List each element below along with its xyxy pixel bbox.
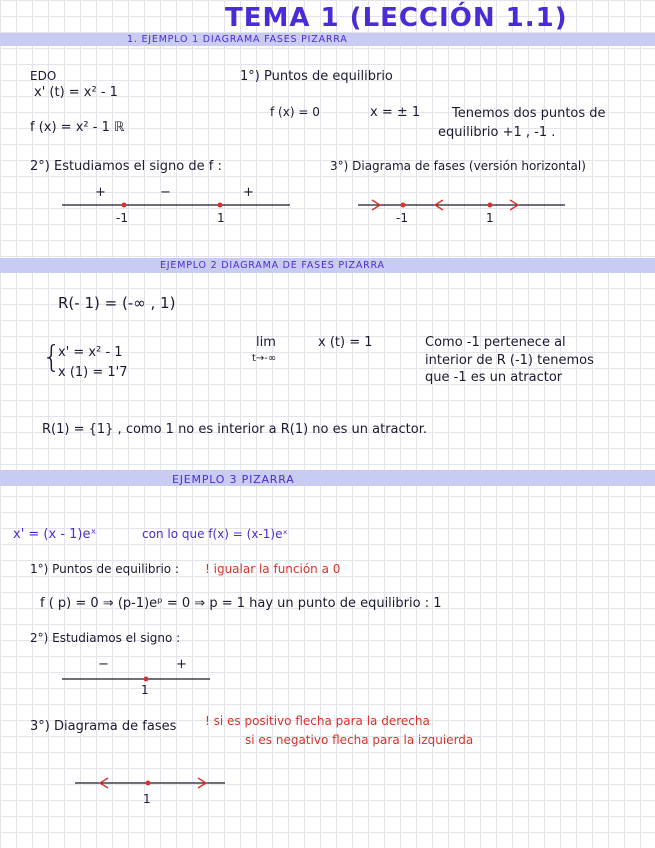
ex2-system-line1: x' = x² - 1 — [58, 345, 123, 360]
ex2-basin-neg1: R(- 1) = (-∞ , 1) — [58, 294, 176, 312]
ex3-sign-plus: + — [176, 657, 187, 672]
ex2-basin-1: R(1) = {1} , como 1 no es interior a R(1) no es un atractor. — [42, 422, 428, 437]
ex3-phase-point-1 — [146, 781, 151, 786]
ex3-note-line2: si es negativo flecha para la izquierda — [245, 733, 474, 747]
example1-header: 1. EJEMPLO 1 DIAGRAMA FASES PIZARRA — [127, 34, 348, 45]
ex1-sign-point-neg1 — [122, 203, 127, 208]
ex3-step2-title: 2°) Estudiamos el signo : — [30, 631, 181, 645]
ex1-step1-note-line1: Tenemos dos puntos de — [452, 106, 606, 121]
ex1-step1-title: 1°) Puntos de equilibrio — [240, 69, 393, 84]
ex1-sign-tick-pos1: 1 — [217, 211, 225, 225]
ex3-step1-note: ! igualar la función a 0 — [205, 562, 341, 576]
ex3-function: con lo que f(x) = (x-1)eˣ — [142, 527, 288, 541]
ex2-note-line1: Como -1 pertenece al — [425, 335, 566, 350]
ex3-sign-tick-1: 1 — [141, 683, 149, 697]
example3-header: EJEMPLO 3 PIZARRA — [172, 473, 295, 486]
ex3-sign-point-1 — [144, 677, 149, 682]
ex1-step2-title: 2°) Estudiamos el signo de f : — [30, 159, 222, 174]
ex3-step3-title: 3°) Diagrama de fases — [30, 719, 177, 734]
ex2-note-line2: interior de R (-1) tenemos — [425, 353, 594, 368]
ex1-phase-tick-pos1: 1 — [486, 211, 494, 225]
ex3-equation: x' = (x - 1)eˣ — [13, 527, 97, 542]
example2-header: EJEMPLO 2 DIAGRAMA DE FASES PIZARRA — [160, 260, 385, 271]
ex1-sign-point-pos1 — [218, 203, 223, 208]
ex2-limit-subscript: t→-∞ — [252, 353, 277, 364]
ex2-note-line3: que -1 es un atractor — [425, 370, 563, 385]
ex2-system-line2: x (1) = 1'7 — [58, 365, 128, 380]
ex1-phase-point-pos1 — [488, 203, 493, 208]
ex1-sign-plus-right: + — [243, 185, 254, 200]
edo-equation: x' (t) = x² - 1 — [34, 85, 118, 100]
ex3-step1-calculation: f ( p) = 0 ⇒ (p-1)eᵖ = 0 ⇒ p = 1 hay un punto de equilibrio : 1 — [40, 596, 442, 611]
ex1-step1-solution: x = ± 1 — [370, 105, 421, 120]
ex3-note-line1: ! si es positivo flecha para la derecha — [205, 714, 430, 728]
ex3-phase-tick-1: 1 — [143, 792, 151, 806]
ex1-sign-tick-neg1: -1 — [116, 211, 128, 225]
ex1-step1-equation: f (x) = 0 — [270, 105, 320, 119]
ex1-sign-minus: − — [160, 185, 171, 200]
page-title: TEMA 1 (LECCIÓN 1.1) — [225, 3, 568, 33]
ex2-limit-word: lim — [256, 335, 276, 350]
ex1-phase-tick-neg1: -1 — [396, 211, 408, 225]
ex2-system-brace: { — [42, 340, 62, 375]
ex1-sign-plus-left: + — [95, 185, 106, 200]
ex2-limit-expression: x (t) = 1 — [318, 335, 373, 350]
ex1-phase-point-neg1 — [401, 203, 406, 208]
ex1-step3-title: 3°) Diagrama de fases (versión horizontal) — [330, 159, 586, 173]
edo-label: EDO — [30, 69, 57, 83]
function-definition: f (x) = x² - 1 ℝ — [30, 120, 125, 135]
ex1-step1-note-line2: equilibrio +1 , -1 . — [438, 125, 556, 140]
ex3-sign-minus: − — [98, 657, 109, 672]
ex3-step1-title: 1°) Puntos de equilibrio : — [30, 562, 179, 576]
